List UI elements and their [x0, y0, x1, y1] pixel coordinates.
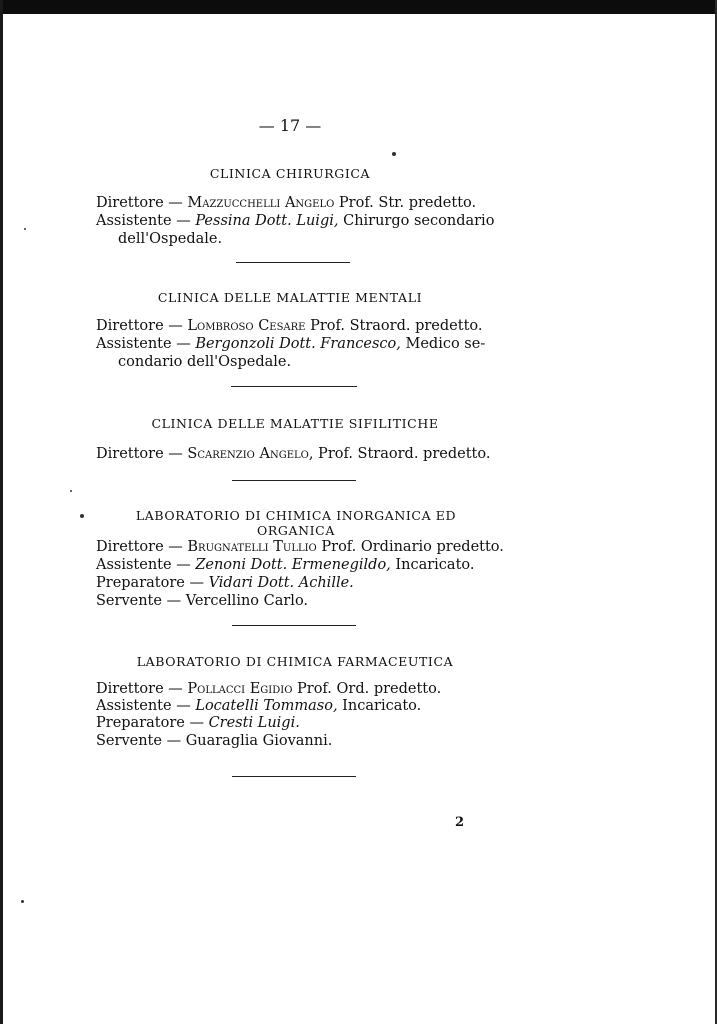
entry-line [96, 574, 354, 592]
entry-line [96, 194, 476, 212]
entry-name: Scarenzio Angelo, [187, 446, 314, 462]
scan-left-edge [0, 0, 3, 1024]
entry-dash: — [161, 593, 186, 609]
entry-role: Direttore [96, 318, 164, 334]
entry-role: Preparatore [96, 575, 185, 591]
entry-dash: — [171, 557, 196, 573]
entry-line [96, 697, 421, 715]
scan-speck [392, 152, 396, 156]
entry-dash: — [163, 318, 188, 334]
entry-name: Cresti Luigi. [208, 715, 300, 731]
entry-name: Lombroso Cesare [187, 318, 306, 334]
entry-continuation: condario dell'Ospedale. [118, 354, 292, 370]
entry-line [96, 592, 308, 610]
section-divider [236, 262, 350, 263]
entry-line [96, 538, 504, 556]
entry-rest: Medico se- [400, 336, 486, 352]
entry-name: Zenoni Dott. Ermenegildo, [195, 557, 391, 573]
entry-line [96, 317, 483, 335]
signature-folio-mark: 2 [455, 815, 465, 830]
entry-line [96, 335, 485, 353]
entry-dash: — [163, 446, 188, 462]
entry-rest: Prof. Str. predetto. [334, 195, 477, 211]
entry-role: Preparatore [96, 715, 185, 731]
entry-line [96, 714, 300, 732]
entry-line [96, 212, 494, 230]
entry-continuation: dell'Ospedale. [118, 231, 223, 247]
entry-role: Direttore [96, 446, 164, 462]
entry-rest: Chirurgo secondario [338, 213, 495, 229]
entry-role: Assistente [96, 557, 172, 573]
entry-name: Pessina Dott. Luigi, [195, 213, 339, 229]
entry-dash: — [184, 715, 209, 731]
entry-dash: — [171, 336, 196, 352]
entry-dash: — [163, 539, 188, 555]
entry-role: Assistente [96, 336, 172, 352]
entry-rest: Incaricato. [337, 698, 422, 714]
entry-role: Servente [96, 733, 162, 749]
entry-rest: Prof. Straord. predetto. [305, 318, 483, 334]
entry-dash: — [171, 698, 196, 714]
entry-dash: — [163, 681, 188, 697]
scan-speck [70, 490, 72, 492]
entry-line [96, 445, 490, 463]
entry-line [96, 680, 441, 698]
entry-name: Mazzucchelli Angelo [187, 195, 335, 211]
entry-dash: — [171, 213, 196, 229]
section-heading-clinica-chirurgica: CLINICA CHIRURGICA [209, 166, 371, 181]
scan-top-border [0, 0, 717, 14]
entry-role: Direttore [96, 681, 164, 697]
entry-dash: — [184, 575, 209, 591]
section-divider [231, 386, 357, 387]
entry-role: Servente [96, 593, 162, 609]
section-divider [232, 625, 356, 626]
section-heading-malattie-sifilitiche: CLINICA DELLE MALATTIE SIFILITICHE [151, 416, 439, 431]
entry-name: Bergonzoli Dott. Francesco, [195, 336, 401, 352]
entry-line [96, 732, 332, 750]
page-number: — 17 — [258, 116, 322, 135]
entry-name: Guaraglia Giovanni. [185, 733, 333, 749]
section-heading-malattie-mentali: CLINICA DELLE MALATTIE MENTALI [157, 290, 423, 305]
entry-dash: — [163, 195, 188, 211]
entry-rest: Prof. Straord. predetto. [313, 446, 491, 462]
entry-role: Assistente [96, 698, 172, 714]
entry-name: Vidari Dott. Achille. [208, 575, 354, 591]
entry-name: Pollacci Egidio [187, 681, 293, 697]
entry-rest: Incaricato. [390, 557, 475, 573]
section-heading-chimica-farmaceutica: LABORATORIO DI CHIMICA FARMACEUTICA [136, 654, 454, 669]
entry-dash: — [161, 733, 186, 749]
section-divider [232, 776, 356, 777]
entry-role: Direttore [96, 195, 164, 211]
entry-role: Direttore [96, 539, 164, 555]
scan-speck [80, 514, 84, 518]
section-heading-chimica-inorganica: LABORATORIO DI CHIMICA INORGANICA ED ORGANICA [135, 508, 457, 538]
scan-speck [21, 900, 24, 903]
entry-name: Vercellino Carlo. [185, 593, 309, 609]
entry-rest: Prof. Ord. predetto. [292, 681, 442, 697]
entry-role: Assistente [96, 213, 172, 229]
entry-line [96, 556, 474, 574]
section-divider [232, 480, 356, 481]
scan-speck [24, 228, 26, 230]
entry-name: Locatelli Tommaso, [195, 698, 338, 714]
entry-name: Brugnatelli Tullio [187, 539, 317, 555]
entry-rest: Prof. Ordinario predetto. [316, 539, 504, 555]
